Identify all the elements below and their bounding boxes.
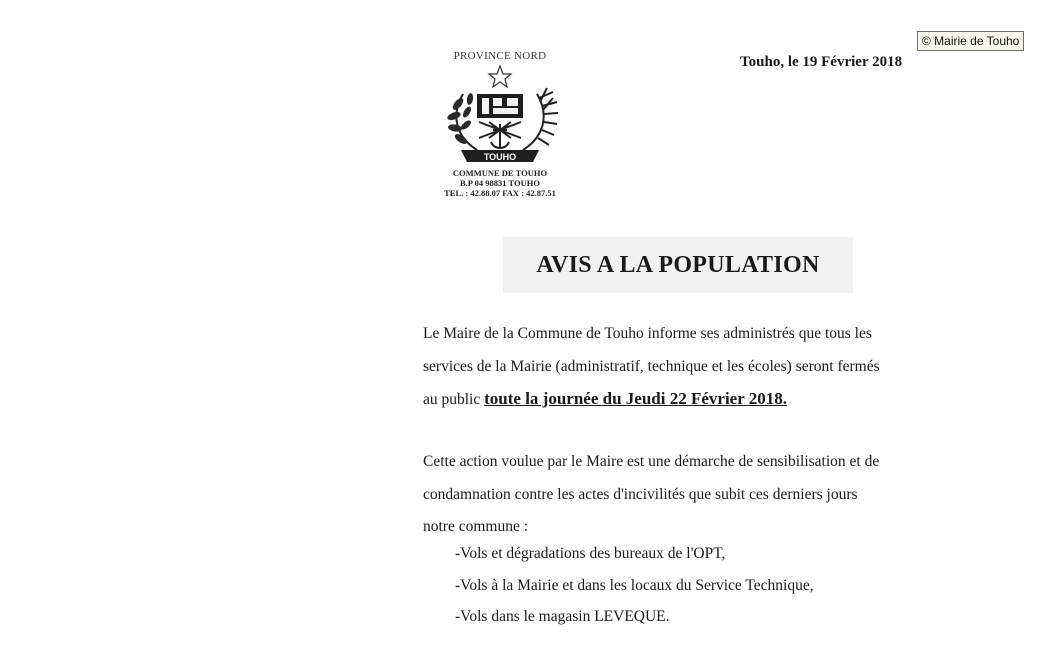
explanation-paragraph: [423, 446, 968, 544]
paragraph-line: services de la Mairie (administratif, technique et les écoles) seront fermés: [423, 357, 880, 375]
announcement-paragraph: [423, 318, 968, 417]
paragraph-line: notre commune :: [423, 518, 529, 535]
copyright-label: © Mairie de Touho: [917, 31, 1024, 51]
closure-date-emphasis: toute la journée du Jeudi 22 Février 2018.: [484, 389, 787, 408]
province-label: PROVINCE NORD: [453, 50, 547, 62]
paragraph-line: Cette action voulue par le Maire est une démarche de sensibilisation et de: [423, 453, 880, 470]
commune-contact-block: [425, 168, 575, 198]
commune-name: COMMUNE DE TOUHO: [452, 168, 548, 178]
commune-phone: TEL. : 42.88.07 FAX : 42.87.51: [444, 188, 556, 198]
paragraph-prefix: au public: [423, 391, 481, 408]
date-line: Touho, le 19 Février 2018: [740, 54, 903, 70]
seal-banner-text: TOUHO: [483, 152, 517, 162]
paragraph-line: condamnation contre les actes d'incivilités que subit ces derniers jours: [423, 485, 858, 503]
list-item: -Vols et dégradations des bureaux de l'OPT,: [455, 545, 726, 562]
commune-seal-icon: [441, 64, 559, 164]
commune-address: B.P 04 98831 TOUHO: [460, 178, 540, 188]
list-item: -Vols à la Mairie et dans les locaux du Service Technique,: [455, 577, 814, 594]
page-title: AVIS A LA POPULATION: [536, 251, 820, 278]
paragraph-line: [423, 383, 968, 417]
paragraph-line: Le Maire de la Commune de Touho informe ses administrés que tous les: [423, 325, 872, 342]
list-item: -Vols dans le magasin LEVEQUE.: [455, 608, 670, 625]
letterhead: [425, 50, 575, 198]
title-box: [503, 237, 853, 293]
